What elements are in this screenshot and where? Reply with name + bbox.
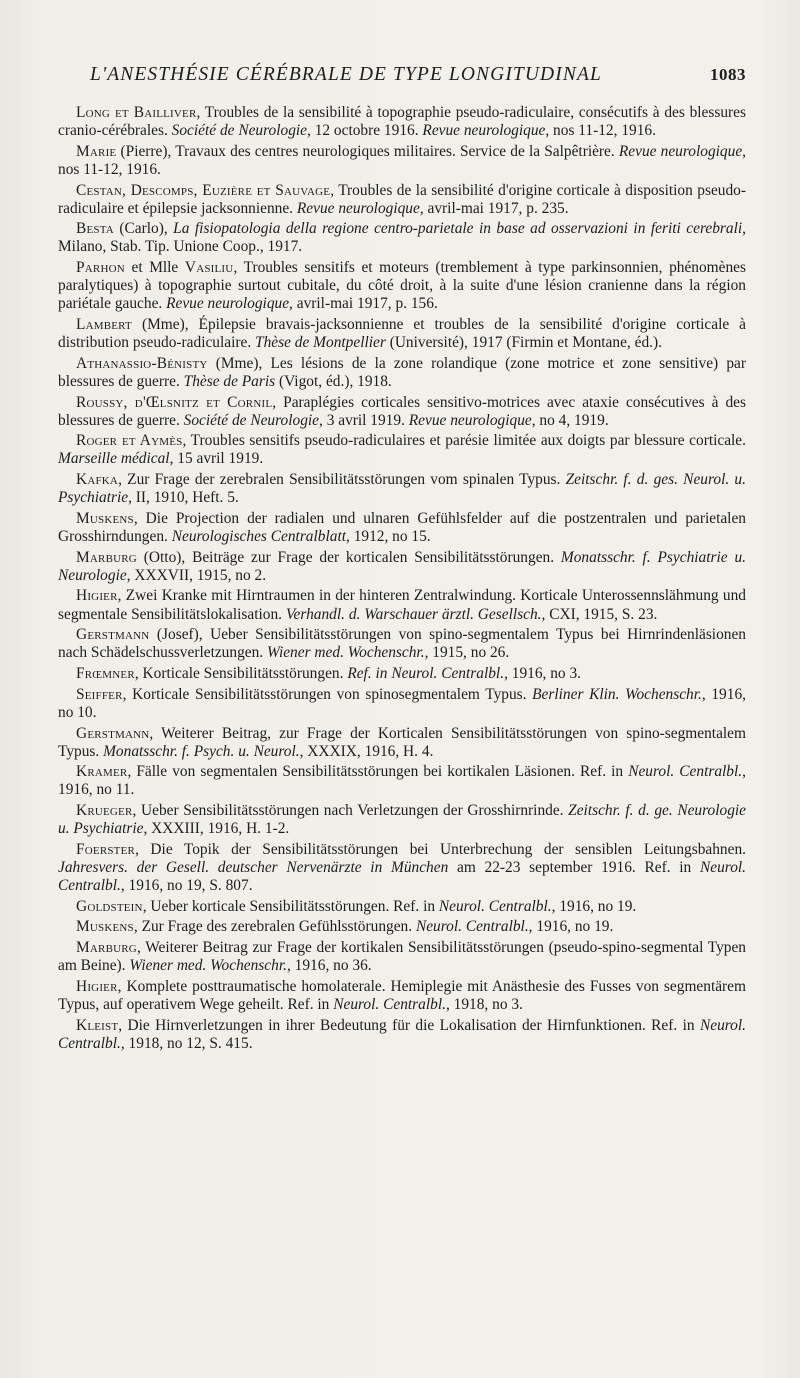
reference-text: , nos 11-12, 1916. [58, 142, 747, 178]
reference-author: Kafka [76, 471, 119, 489]
reference-text: , Troubles de la sensibilité à topographie pseudo-radiculaire, consécutifs à des blessures cranio-cérébrales. [58, 104, 746, 140]
reference-journal: Neurol. Centralbl. [58, 858, 747, 895]
reference-text: , 1918, no 3. [445, 995, 523, 1013]
reference-text: , 1916, no 11. [58, 763, 746, 799]
reference-text: , 1916, no 36. [286, 957, 372, 975]
reference-entry [58, 549, 746, 585]
reference-entry [58, 355, 746, 391]
reference-entry [58, 471, 746, 507]
reference-text: , CXI, 1915, S. 23. [541, 605, 658, 623]
reference-author: Vasiliu [184, 259, 234, 277]
reference-journal: Neurologisches Centralblatt [171, 528, 346, 545]
reference-author: Gerstmann [76, 724, 150, 742]
reference-journal: Revue neurologique [166, 295, 290, 313]
reference-entry [58, 725, 746, 761]
reference-journal: Neurol. Centralbl. [628, 763, 743, 781]
reference-text: (Mme), Les lésions de la zone rolandique (zone motrice et zone sensitive) par blessures de guerre. [58, 354, 746, 390]
reference-text: , 1915, no 26. [424, 644, 510, 662]
reference-author: Roussy, d'Œlsnitz et Cornil [76, 393, 273, 411]
reference-journal: Société de Neurologie [183, 411, 319, 429]
reference-text: , no 4, 1919. [531, 411, 609, 429]
reference-journal: Neurol. Centralbl. [438, 897, 552, 915]
reference-entry [58, 182, 746, 218]
reference-text: , Die Projection der radialen und ulnaren Gefühlsfelder auf die postzentralen und parietalen Grosshirndungen. [58, 509, 746, 545]
reference-entry [58, 918, 746, 936]
reference-text: (Pierre), Travaux des centres neurologiques militaires. Service de la Salpêtrière. [116, 142, 619, 160]
reference-entry [58, 259, 746, 313]
reference-journal: Ref. in Neurol. Centralbl. [347, 665, 505, 683]
reference-text: , 1912, no 15. [346, 528, 431, 545]
reference-entry [58, 220, 746, 256]
reference-text: , 12 octobre 1916. [307, 122, 423, 140]
page-number: 1083 [710, 65, 746, 84]
reference-journal: Wiener med. Wochenschr. [129, 957, 287, 975]
reference-text: , 1918, no 12, S. 415. [120, 1034, 253, 1052]
reference-journal: Zeitschr. f. d. ge. Neurologie u. Psychiatrie [58, 802, 747, 838]
reference-author: Cestan, Descomps, Euzière et Sauvage [76, 181, 331, 199]
reference-author: Kramer [76, 763, 128, 781]
reference-entry [58, 510, 746, 546]
reference-text: , Korticale Sensibilitätsstörungen von spinosegmentalem Typus. [122, 685, 533, 703]
reference-journal: Monatsschr. f. Psychiatrie u. Neurologie [58, 548, 746, 584]
reference-entry [58, 939, 746, 975]
reference-text: (Vigot, éd.), 1918. [275, 372, 392, 390]
reference-text: , nos 11-12, 1916. [545, 122, 656, 140]
reference-text: , Troubles de la sensibilité d'origine corticale à disposition pseudo-radiculaire et épilepsie jacksonnienne. [58, 181, 746, 217]
reference-entry [58, 665, 746, 683]
reference-entry [58, 104, 746, 140]
reference-entry [58, 316, 746, 352]
reference-entry [58, 686, 746, 722]
reference-text: , 1916, no 19, S. 807. [120, 877, 253, 895]
reference-text: , Korticale Sensibilitätsstörungen. [134, 665, 348, 683]
reference-entry [58, 626, 746, 662]
reference-entry [58, 432, 746, 468]
reference-text: , Zur Frage der zerebralen Sensibilitätsstörungen vom spinalen Typus. [118, 471, 566, 489]
reference-journal: Thèse de Montpellier [255, 334, 386, 352]
reference-text: , Die Hirnverletzungen in ihrer Bedeutung für die Lokalisation der Hirnfunktionen. Ref. in [118, 1016, 700, 1034]
reference-author: Athanassio-Bénisty [76, 354, 208, 372]
reference-text: , 1916, no 19. [551, 897, 637, 915]
reference-text: (Université), 1917 (Firmin et Montane, éd.). [385, 334, 662, 352]
reference-text: , Weiterer Beitrag zur Frage der kortikalen Sensibilitätsstörungen (pseudo-spino-segmental Typen am Beine). [58, 939, 746, 975]
reference-journal: Neurol. Centralbl. [58, 1016, 746, 1052]
reference-text: , Zwei Kranke mit Hirntraumen in der hinteren Zentralwindung. Korticale Unterossennslähmung und segmentale Sensibilitätslokalisation. [58, 587, 746, 623]
reference-author: Lambert [76, 316, 132, 333]
reference-text: , 1916, no 3. [504, 665, 582, 683]
reference-text: , avril-mai 1917, p. 235. [419, 199, 569, 217]
reference-text: , II, 1910, Heft. 5. [128, 489, 239, 507]
reference-text: , 3 avril 1919. [319, 411, 409, 429]
reference-text: , 15 avril 1919. [169, 450, 264, 468]
reference-entry [58, 978, 746, 1014]
reference-journal: Zeitschr. f. d. ges. Neurol. u. Psychiatrie [58, 471, 746, 507]
reference-journal: Revue neurologique [618, 142, 743, 160]
reference-text: , 1916, no 19. [528, 918, 614, 936]
reference-journal: Marseille médical [58, 450, 170, 468]
running-title: L'ANESTHÉSIE CÉRÉBRALE DE TYPE LONGITUDINAL [90, 64, 602, 85]
reference-entry [58, 763, 746, 799]
reference-text: , Zur Frage des zerebralen Gefühlsstörungen. [133, 918, 416, 936]
reference-author: Goldstein [76, 897, 143, 915]
reference-text: (Otto), Beiträge zur Frage der korticalen Sensibilitätsstörungen. [136, 548, 561, 566]
reference-journal: Verhandl. d. Warschauer ärztl. Gesellsch. [285, 605, 542, 623]
reference-entry [58, 587, 746, 623]
reference-author: Muskens [76, 918, 134, 936]
reference-entry [58, 143, 746, 179]
reference-author: Frœmner [76, 665, 135, 683]
reference-journal: Société de Neurologie [171, 122, 307, 140]
reference-author: Higier [76, 587, 118, 605]
reference-entry [58, 898, 746, 916]
reference-journal: Wiener med. Wochenschr. [266, 644, 425, 662]
reference-author: Higier [76, 977, 118, 995]
reference-author: Roger et Aymès [76, 432, 183, 450]
reference-text: , Die Topik der Sensibilitätsstörungen bei Unterbrechung der sensiblen Leitungsbahnen. [135, 840, 746, 858]
reference-journal: Thèse de Paris [183, 372, 276, 390]
reference-text: , XXXIX, 1916, H. 4. [299, 742, 434, 760]
reference-text: et Mlle [124, 259, 185, 277]
reference-text: , Ueber Sensibilitätsstörungen nach Verletzungen der Grosshirnrinde. [132, 802, 569, 820]
reference-journal: Neurol. Centralbl. [415, 918, 529, 936]
reference-journal: Revue neurologique [296, 199, 420, 217]
reference-text: (Mme), Épilepsie bravais-jacksonnienne et troubles de la sensibilité d'origine corticale à distribution pseudo-radiculaire. [58, 316, 746, 352]
reference-text: , Fälle von segmentalen Sensibilitätsstörungen bei kortikalen Läsionen. Ref. in [127, 763, 629, 781]
reference-text: , 1916, no 10. [58, 685, 746, 721]
reference-list [58, 104, 746, 1053]
reference-author: Gerstmann [76, 626, 150, 644]
reference-journal: Neurol. Centralbl. [333, 995, 446, 1013]
reference-entry [58, 802, 746, 838]
reference-text: , Weiterer Beitrag, zur Frage der Korticalen Sensibilitätsstörungen von spino-segmentalem Typus. [58, 724, 746, 760]
reference-text: am 22-23 september 1916. Ref. in [448, 858, 700, 876]
reference-text: , Komplete posttraumatische homolaterale. Hemiplegie mit Anästhesie des Fusses von segmentärem Typus, auf operativem Wege geheilt. Ref. in [58, 977, 746, 1013]
reference-author: Besta [76, 220, 114, 238]
reference-text: , Paraplégies corticales sensitivo-motrices avec ataxie consécutives à des blessures de guerre. [58, 393, 746, 429]
reference-entry [58, 1017, 746, 1053]
reference-entry [58, 841, 746, 895]
reference-journal: La fisiopatologia della regione centro-parietale in base ad osservazioni in feriti cerebrali [173, 220, 743, 238]
reference-author: Krueger [76, 802, 133, 820]
reference-author: Marburg [76, 548, 137, 566]
reference-author: Long et Bailliver [76, 104, 197, 121]
reference-journal: Revue neurologique [422, 122, 546, 140]
reference-author: Marburg [76, 939, 137, 957]
running-head [90, 64, 746, 86]
reference-text: , Troubles sensitifs pseudo-radiculaires et parésie limitée aux doigts par blessure corticale. [182, 432, 746, 450]
reference-author: Muskens [76, 509, 134, 527]
reference-journal: Jahresvers. der Gesell. deutscher Nervenärzte in München [58, 858, 449, 876]
reference-author: Kleist [76, 1016, 119, 1034]
reference-entry [58, 394, 746, 430]
reference-author: Seiffer [76, 685, 123, 703]
reference-author: Parhon [76, 259, 125, 277]
reference-journal: Revue neurologique [408, 411, 532, 429]
reference-text: , Ueber korticale Sensibilitätsstörungen. Ref. in [142, 897, 439, 915]
reference-text: (Carlo), [113, 220, 174, 238]
reference-journal: Berliner Klin. Wochenschr. [532, 685, 702, 703]
reference-text: , XXXIII, 1916, H. 1-2. [143, 820, 290, 838]
reference-text: , avril-mai 1917, p. 156. [289, 295, 438, 313]
reference-author: Marie [76, 142, 117, 160]
reference-journal: Monatsschr. f. Psych. u. Neurol. [103, 742, 300, 760]
reference-text: , XXXVII, 1915, no 2. [126, 566, 267, 584]
reference-text: , Milano, Stab. Tip. Unione Coop., 1917. [58, 220, 746, 256]
reference-text: (Josef), Ueber Sensibilitätsstörungen von spino-segmentalem Typus bei Hirnrindenläsionen nach Schädelschussverletzungen. [58, 626, 746, 662]
reference-text: , Troubles sensitifs et moteurs (tremblement à type parkinsonnien, phénomènes paralytiques) à topographie surtout cubitale, du côté droit, à la suite d'une lésion cranienne dans la région pariétale gauche. [58, 259, 746, 313]
reference-author: Foerster [76, 840, 136, 858]
